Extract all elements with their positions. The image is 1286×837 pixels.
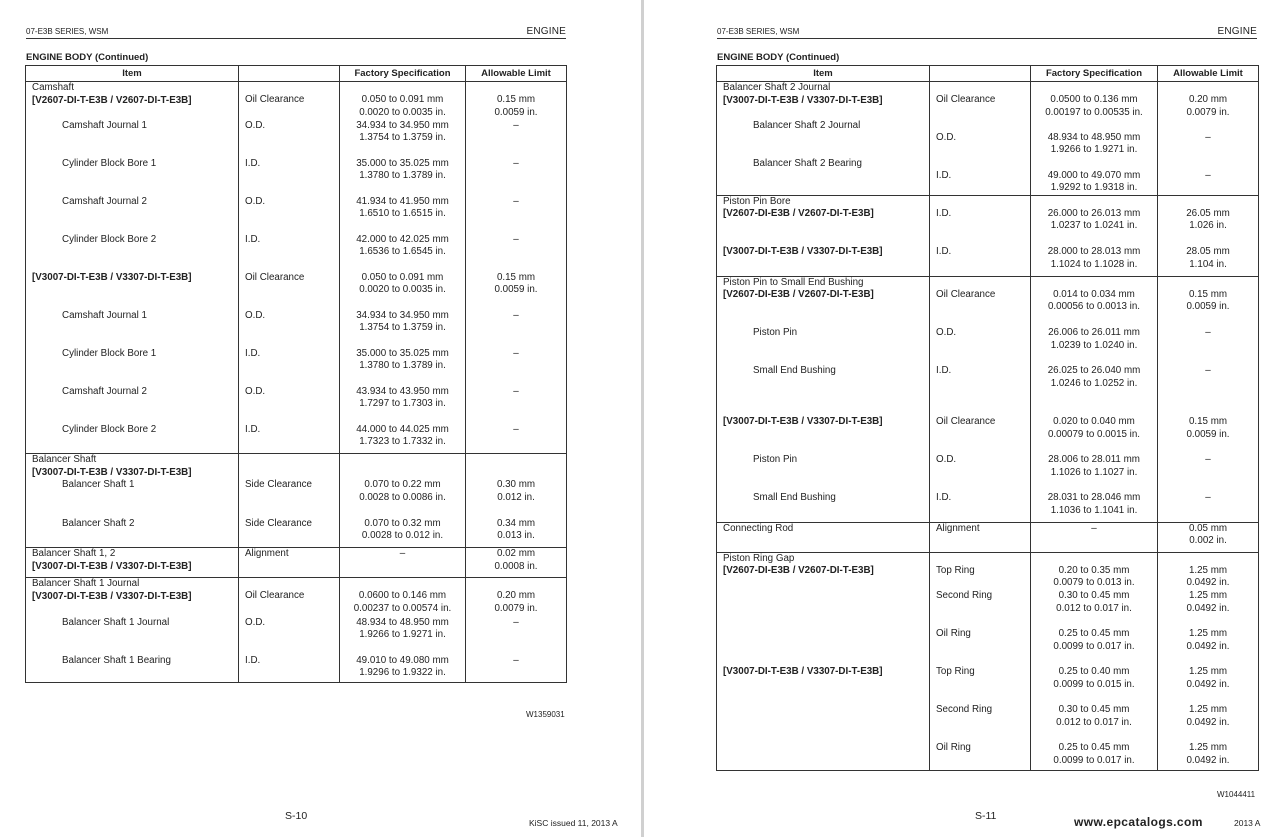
page-number: S-11 (975, 810, 997, 822)
table-row: [V3007-DI-T-E3B / V3307-DI-T-E3B] I.D. 28.000 to 28.013 mm 1.1024 to 1.1028 in. 28.05 mm 1.104 in. (717, 246, 1259, 276)
header-allowable-limit: Allowable Limit (1158, 66, 1259, 82)
series-title: 07-E3B SERIES, WSM (26, 27, 109, 36)
table-row: Piston Ring Gap [V2607-DI-E3B / V2607-DI-T-E3B] Top Ring 0.20 to 0.35 mm 0.0079 to 0.013 in. 1.25 mm 0.0492 in. (717, 552, 1259, 590)
reference-code: W1044411 (1217, 790, 1256, 799)
section-title: ENGINE BODY (Continued) (717, 52, 840, 63)
page-header (26, 24, 566, 39)
table-row: Balancer Shaft 2 Side Clearance 0.070 to 0.32 mm 0.0028 to 0.012 in. 0.34 mm 0.013 in. (26, 518, 567, 548)
table-row: Second Ring 0.30 to 0.45 mm 0.012 to 0.017 in. 1.25 mm 0.0492 in. (717, 704, 1259, 742)
table-header-row (26, 66, 567, 82)
table-row: Cylinder Block Bore 2 I.D. 44.000 to 44.025 mm 1.7323 to 1.7332 in. – (26, 424, 567, 454)
table-header-row (717, 66, 1259, 82)
chapter-title: ENGINE (1217, 26, 1257, 37)
table-row: Small End Bushing I.D. 26.025 to 26.040 mm 1.0246 to 1.0252 in. – (717, 365, 1259, 416)
manual-page-right (644, 0, 1286, 837)
table-row: Camshaft Journal 1 O.D. 34.934 to 34.950 mm 1.3754 to 1.3759 in. – (26, 310, 567, 348)
table-row: Balancer Shaft 1 Bearing I.D. 49.010 to 49.080 mm 1.9296 to 1.9322 in. – (26, 655, 567, 683)
table-row: Oil Ring 0.25 to 0.45 mm 0.0099 to 0.017 in. 1.25 mm 0.0492 in. (717, 742, 1259, 770)
table-row: Balancer Shaft 2 Journal O.D. 48.934 to 48.950 mm 1.9266 to 1.9271 in. – (717, 120, 1259, 158)
table-row: Second Ring 0.30 to 0.45 mm 0.012 to 0.017 in. 1.25 mm 0.0492 in. (717, 590, 1259, 628)
item-cell: Camshaft [V2607-DI-T-E3B / V2607-DI-T-E3B] (32, 82, 192, 106)
issue-footer: 2013 A (1234, 818, 1261, 828)
reference-code: W1359031 (526, 710, 565, 719)
chapter-title: ENGINE (526, 26, 566, 37)
table-row: Balancer Shaft [V3007-DI-T-E3B / V3307-DI-T-E3B] Balancer Shaft 1 Side Clearance 0.070 to 0.22 mm 0.0028 to 0.0086 in. 0.30 mm 0.012 in. (26, 454, 567, 518)
section-title: ENGINE BODY (Continued) (26, 52, 149, 63)
header-factory-spec: Factory Specification (1031, 66, 1158, 82)
table-row: Camshaft Journal 1 O.D. 34.934 to 34.950 mm 1.3754 to 1.3759 in. – (26, 120, 567, 158)
issue-footer: KiSC issued 11, 2013 A (529, 818, 618, 828)
header-item: Item (717, 66, 930, 82)
header-factory-spec: Factory Specification (340, 66, 466, 82)
page-number: S-10 (285, 810, 308, 822)
manual-page-left (0, 0, 641, 837)
table-row: Balancer Shaft 1 Journal [V3007-DI-T-E3B / V3307-DI-T-E3B] Oil Clearance 0.0600 to 0.146 mm 0.00237 to 0.00574 in. 0.20 mm 0.0079 in. (26, 578, 567, 617)
table-row: Balancer Shaft 2 Bearing I.D. 49.000 to 49.070 mm 1.9292 to 1.9318 in. – (717, 158, 1259, 196)
table-row: Balancer Shaft 1, 2 [V3007-DI-T-E3B / V3307-DI-T-E3B] Alignment – 0.02 mm 0.0008 in. (26, 548, 567, 578)
table-row: Camshaft Journal 2 O.D. 41.934 to 41.950 mm 1.6510 to 1.6515 in. – (26, 196, 567, 234)
table-row: Piston Pin Bore [V2607-DI-E3B / V2607-DI-T-E3B] I.D. 26.000 to 26.013 mm 1.0237 to 1.0241 in. 26.05 mm 1.026 in. (717, 195, 1259, 246)
table-row: Cylinder Block Bore 2 I.D. 42.000 to 42.025 mm 1.6536 to 1.6545 in. – (26, 234, 567, 272)
table-row: Piston Pin O.D. 28.006 to 28.011 mm 1.1026 to 1.1027 in. – (717, 454, 1259, 492)
website-watermark: www.epcatalogs.com (1074, 815, 1203, 829)
header-allowable-limit: Allowable Limit (466, 66, 567, 82)
header-spec (239, 66, 340, 82)
table-row: Camshaft Journal 2 O.D. 43.934 to 43.950 mm 1.7297 to 1.7303 in. – (26, 386, 567, 424)
header-item: Item (26, 66, 239, 82)
table-row: Balancer Shaft 1 Journal O.D. 48.934 to 48.950 mm 1.9266 to 1.9271 in. – (26, 617, 567, 655)
table-row: Camshaft [V2607-DI-T-E3B / V2607-DI-T-E3B] Oil Clearance 0.050 to 0.091 mm 0.0020 to 0.0035 in. 0.15 mm 0.0059 in. (26, 82, 567, 120)
table-row: Oil Ring 0.25 to 0.45 mm 0.0099 to 0.017 in. 1.25 mm 0.0492 in. (717, 628, 1259, 666)
table-row: [V3007-DI-T-E3B / V3307-DI-T-E3B] Top Ring 0.25 to 0.40 mm 0.0099 to 0.015 in. 1.25 mm 0.0492 in. (717, 666, 1259, 704)
table-row: Piston Pin to Small End Bushing [V2607-DI-E3B / V2607-DI-T-E3B] Oil Clearance 0.014 to 0.034 mm 0.00056 to 0.0013 in. 0.15 mm 0.0059 in. (717, 276, 1259, 327)
table-row: [V3007-DI-T-E3B / V3307-DI-T-E3B] Oil Clearance 0.050 to 0.091 mm 0.0020 to 0.0035 in. 0.15 mm 0.0059 in. (26, 272, 567, 310)
table-row: [V3007-DI-T-E3B / V3307-DI-T-E3B] Oil Clearance 0.020 to 0.040 mm 0.00079 to 0.0015 in. 0.15 mm 0.0059 in. (717, 416, 1259, 454)
table-row: Connecting Rod Alignment – 0.05 mm 0.002 in. (717, 522, 1259, 552)
table-row: Cylinder Block Bore 1 I.D. 35.000 to 35.025 mm 1.3780 to 1.3789 in. – (26, 348, 567, 386)
page-header (717, 24, 1257, 39)
spec-table (25, 65, 567, 683)
series-title: 07-E3B SERIES, WSM (717, 27, 800, 36)
table-row: Cylinder Block Bore 1 I.D. 35.000 to 35.025 mm 1.3780 to 1.3789 in. – (26, 158, 567, 196)
spec-table (716, 65, 1259, 771)
table-row: Balancer Shaft 2 Journal [V3007-DI-T-E3B / V3307-DI-T-E3B] Oil Clearance 0.0500 to 0.136 mm 0.00197 to 0.00535 in. 0.20 mm 0.0079 in. (717, 82, 1259, 120)
table-row: Small End Bushing I.D. 28.031 to 28.046 mm 1.1036 to 1.1041 in. – (717, 492, 1259, 522)
table-row: Piston Pin O.D. 26.006 to 26.011 mm 1.0239 to 1.0240 in. – (717, 327, 1259, 365)
header-spec (930, 66, 1031, 82)
